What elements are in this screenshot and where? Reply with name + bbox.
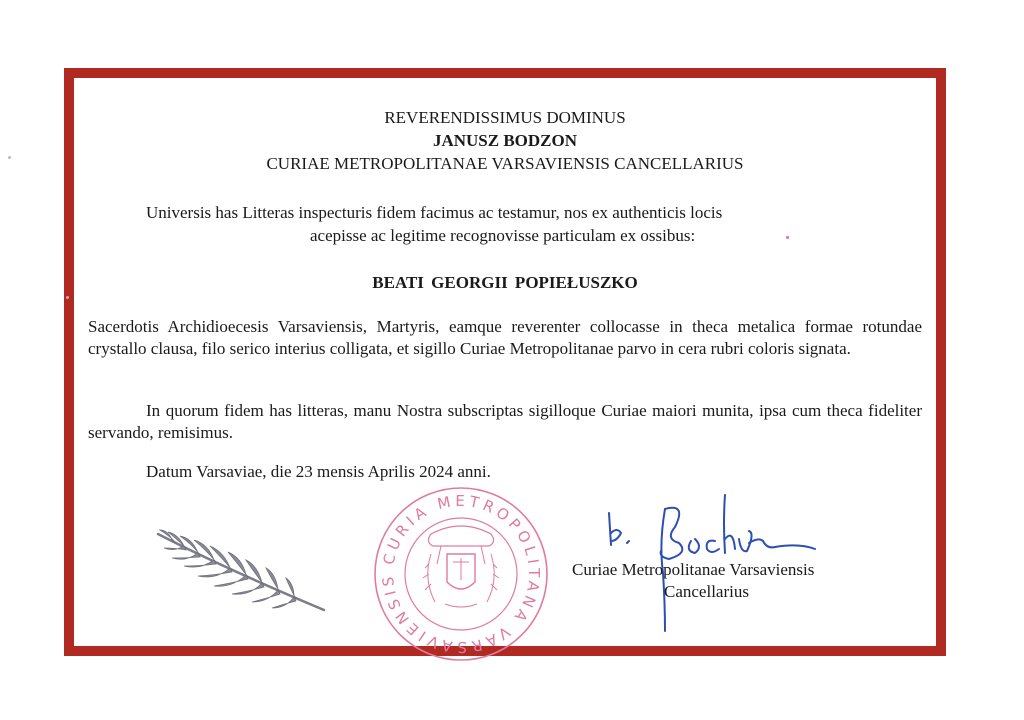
paper-speck (66, 296, 69, 299)
date-line: Datum Varsaviae, die 23 mensis Aprilis 2024 anni. (146, 462, 491, 481)
paper-speck (786, 236, 789, 239)
certificate-frame (64, 68, 946, 656)
signature-title-line-2: Cancellarius (664, 582, 749, 601)
paper-speck (8, 156, 11, 159)
intro-line-1: Universis has Litteras inspecturis fidem facimus ac testamur, nos ex authenticis locis (146, 203, 723, 222)
intro-line-2: acepisse ac legitime recognovisse particulam ex ossibus: (310, 226, 696, 245)
seal-stamp-icon (371, 484, 551, 664)
subject-title: BEATI GEORGII POPIEŁUSZKO (372, 273, 638, 292)
paragraph-attestation: In quorum fidem has litteras, manu Nostra subscriptas sigilloque Curiae maiori munita, ipsa cum theca fideliter servando, remisimus. (88, 401, 922, 442)
paragraph-description: Sacerdotis Archidioecesis Varsaviensis, Martyris, eamque reverenter collocasse in theca metalica formae rotundae crystallo clausa, filo serico interius colligata, et sigillo Curiae Metropolitanae parvo in cera rubri coloris signata. (88, 317, 922, 358)
signature-title-line-1: Curiae Metropolitanae Varsaviensis (572, 560, 815, 579)
header-title: CURIAE METROPOLITANAE VARSAVIENSIS CANCELLARIUS (266, 154, 744, 173)
signature-mark (599, 483, 839, 633)
seal-text: CURIA METROPOLITANA VARSAVIENSIS (378, 491, 544, 657)
header-name: JANUSZ BODZON (432, 131, 578, 150)
header-line-dominus: REVERENDISSIMUS DOMINUS (384, 108, 626, 127)
palm-branch-icon (154, 528, 334, 618)
